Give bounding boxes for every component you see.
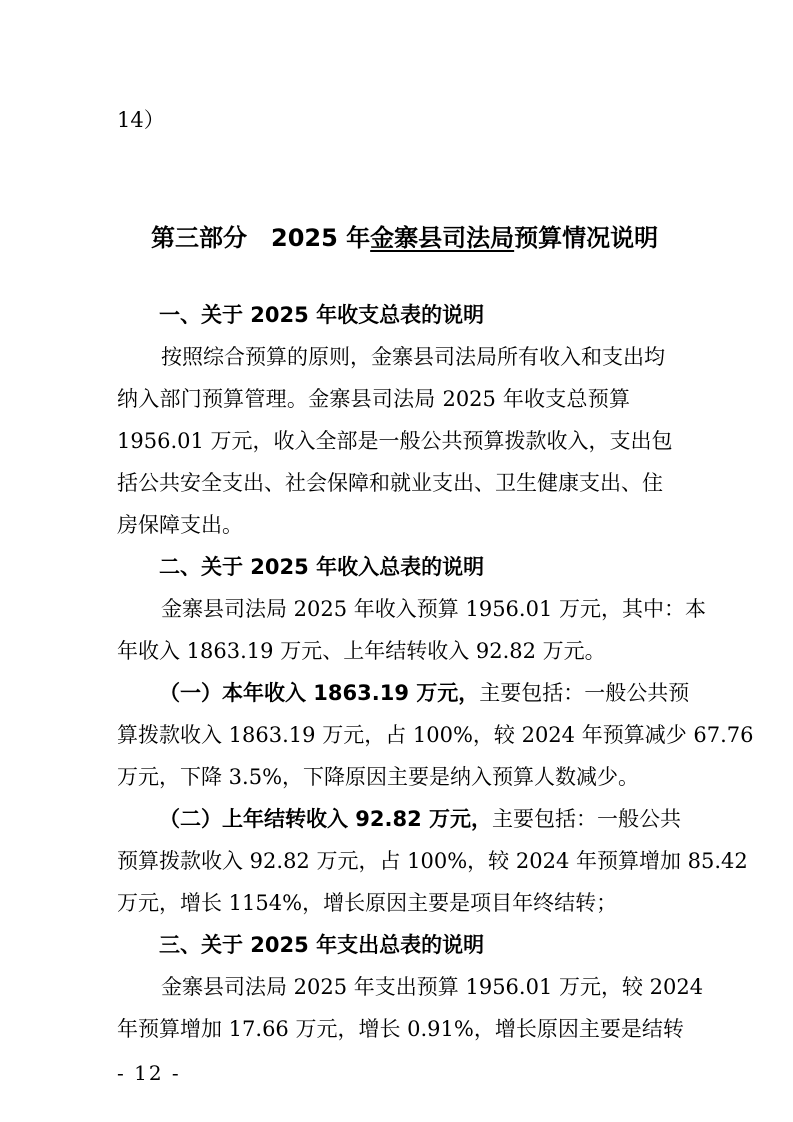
section-heading-1: 一、关于 2025 年收支总表的说明 [159, 303, 485, 327]
page-title [151, 222, 658, 254]
subsection-1-text: 主要包括：一般公共预 [479, 681, 690, 705]
continuation-text: 14） [117, 108, 165, 132]
paragraph-line: 金寨县司法局 2025 年收入预算 1956.01 万元，其中：本 [161, 597, 706, 621]
paragraph-line: 纳入部门预算管理。金寨县司法局 2025 年收支总预算 [117, 387, 630, 411]
paragraph-line: 万元，下降 3.5%，下降原因主要是纳入预算人数减少。 [117, 765, 640, 789]
subsection-1-heading: （一）本年收入 1863.19 万元， [159, 681, 480, 705]
paragraph-line: 1956.01 万元，收入全部是一般公共预算拨款收入，支出包 [117, 429, 673, 453]
paragraph-line: 房保障支出。 [117, 513, 243, 537]
paragraph-line: 算拨款收入 1863.19 万元，占 100%，较 2024 年预算减少 67.76 [117, 723, 754, 747]
title-prefix: 第三部分 2025 年 [151, 224, 371, 252]
paragraph-line: 万元，增长 1154%，增长原因主要是项目年终结转； [117, 891, 618, 915]
subsection-2-heading: （二）上年结转收入 92.82 万元， [159, 807, 493, 831]
page-number: - 12 - [117, 1061, 181, 1085]
subsection-2-text: 主要包括：一般公共 [492, 807, 682, 831]
paragraph-line: 预算拨款收入 92.82 万元，占 100%，较 2024 年预算增加 85.42 [117, 849, 748, 873]
paragraph-line: 年收入 1863.19 万元、上年结转收入 92.82 万元。 [117, 639, 606, 663]
section-heading-3: 三、关于 2025 年支出总表的说明 [159, 933, 485, 957]
paragraph-line: 金寨县司法局 2025 年支出预算 1956.01 万元，较 2024 [161, 975, 704, 999]
subsection-2-lead [159, 805, 682, 833]
subsection-1-lead [159, 679, 690, 707]
paragraph-line: 按照综合预算的原则，金寨县司法局所有收入和支出均 [161, 345, 665, 369]
paragraph-line: 年预算增加 17.66 万元，增长 0.91%，增长原因主要是结转 [117, 1017, 684, 1041]
section-heading-2: 二、关于 2025 年收入总表的说明 [159, 555, 485, 579]
title-organization: 金寨县司法局 [370, 224, 515, 252]
paragraph-line: 括公共安全支出、社会保障和就业支出、卫生健康支出、住 [117, 471, 663, 495]
title-suffix: 预算情况说明 [514, 224, 659, 252]
